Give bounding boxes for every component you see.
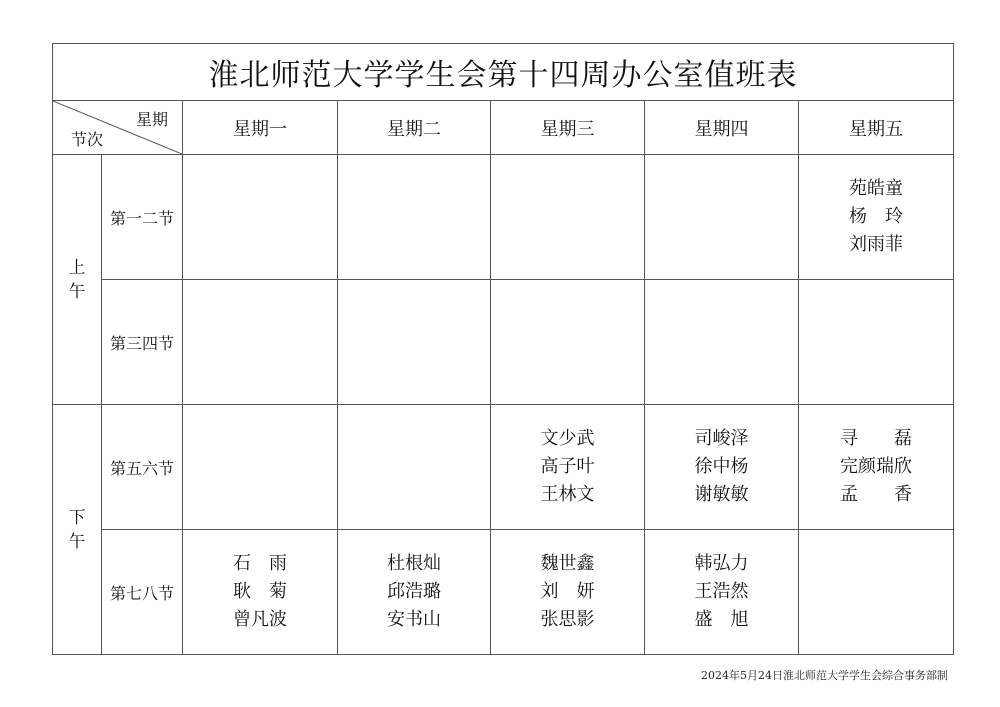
cell-p12-mon: [183, 155, 338, 280]
duty-name: 苑皓童: [849, 178, 904, 199]
name-character: 磊: [894, 428, 913, 449]
name-character: 耿: [233, 581, 251, 602]
cell-p12-thu: [645, 155, 799, 280]
cell-p78-mon: [183, 530, 338, 655]
names-p78-thu: [695, 550, 749, 634]
duty-name: 安书山: [387, 609, 441, 630]
name-character: 孟: [840, 484, 859, 505]
names-p78-wed: [541, 550, 595, 634]
half-day-morning: [53, 155, 102, 405]
corner-header-cell: [53, 101, 183, 155]
names-p78-tue: [387, 550, 441, 634]
duty-name: 徐中杨: [694, 456, 749, 477]
duty-name: [541, 578, 595, 606]
period-3-4: 第三四节: [102, 280, 183, 405]
duty-name: [695, 606, 749, 634]
cell-p78-tue: [338, 530, 491, 655]
duty-name: 谢敏敏: [694, 484, 749, 505]
duty-name: 王浩然: [694, 581, 749, 602]
duty-name: [849, 203, 903, 231]
duty-name: 高子叶: [540, 456, 595, 477]
duty-name: 文少武: [540, 428, 595, 449]
duty-name: 王林文: [540, 484, 595, 505]
duty-name: 刘雨菲: [849, 234, 904, 255]
duty-name: 张思影: [540, 609, 595, 630]
cell-p78-fri: [799, 530, 954, 655]
duty-name: [840, 481, 912, 509]
cell-p56-mon: [183, 405, 338, 530]
name-character: 旭: [730, 609, 749, 630]
names-p78-mon: [233, 550, 287, 634]
duty-name: 韩弘力: [694, 553, 749, 574]
names-p56-fri: [840, 425, 912, 509]
cell-p56-tue: [338, 405, 491, 530]
name-character: 盛: [694, 609, 713, 630]
name-character: 石: [233, 553, 251, 574]
header-monday: 星期一: [183, 101, 338, 155]
cell-p12-tue: [338, 155, 491, 280]
duty-name: [840, 425, 912, 453]
cell-p12-fri: [799, 155, 954, 280]
cell-p34-thu: [645, 280, 799, 405]
duty-name: [233, 578, 287, 606]
cell-p56-thu: [645, 405, 799, 530]
name-character: 杨: [849, 206, 868, 227]
duty-name: 司峻泽: [694, 428, 749, 449]
afternoon-label: 下午: [68, 507, 86, 552]
duty-name: 杜根灿: [387, 553, 441, 574]
name-character: 菊: [269, 581, 287, 602]
corner-period-label: 节次: [71, 130, 104, 149]
cell-p12-wed: [491, 155, 645, 280]
period-5-6: 第五六节: [102, 405, 183, 530]
header-tuesday: 星期二: [338, 101, 491, 155]
name-character: 刘: [540, 581, 559, 602]
cell-p56-wed: [491, 405, 645, 530]
cell-p78-wed: [491, 530, 645, 655]
duty-table: [52, 43, 954, 655]
name-character: 妍: [576, 581, 595, 602]
cell-p34-tue: [338, 280, 491, 405]
header-friday: 星期五: [799, 101, 954, 155]
table-title: 淮北师范大学学生会第十四周办公室值班表: [53, 44, 954, 101]
cell-p34-wed: [491, 280, 645, 405]
names-p56-wed: [541, 425, 595, 509]
corner-weekday-label: 星期: [135, 110, 168, 129]
duty-sheet: [52, 43, 953, 655]
name-character: 香: [894, 484, 913, 505]
name-character: 寻: [840, 428, 859, 449]
period-7-8: 第七八节: [102, 530, 183, 655]
period-1-2: 第一二节: [102, 155, 183, 280]
duty-name: 邱浩璐: [387, 581, 441, 602]
duty-name: 完颜瑞欣: [840, 456, 913, 477]
cell-p34-mon: [183, 280, 338, 405]
duty-name: [233, 550, 287, 578]
duty-name: 魏世鑫: [540, 553, 595, 574]
half-day-afternoon: [53, 405, 102, 655]
names-p12-fri: [849, 175, 903, 259]
duty-name: 曾凡波: [233, 609, 287, 630]
header-thursday: 星期四: [645, 101, 799, 155]
morning-label: 上午: [68, 257, 86, 302]
cell-p78-thu: [645, 530, 799, 655]
name-character: 玲: [885, 206, 904, 227]
cell-p34-fri: [799, 280, 954, 405]
footer-note: 2024年5月24日淮北师范大学学生会综合事务部制: [701, 669, 948, 682]
header-wednesday: 星期三: [491, 101, 645, 155]
name-character: 雨: [269, 553, 287, 574]
cell-p56-fri: [799, 405, 954, 530]
names-p56-thu: [695, 425, 749, 509]
